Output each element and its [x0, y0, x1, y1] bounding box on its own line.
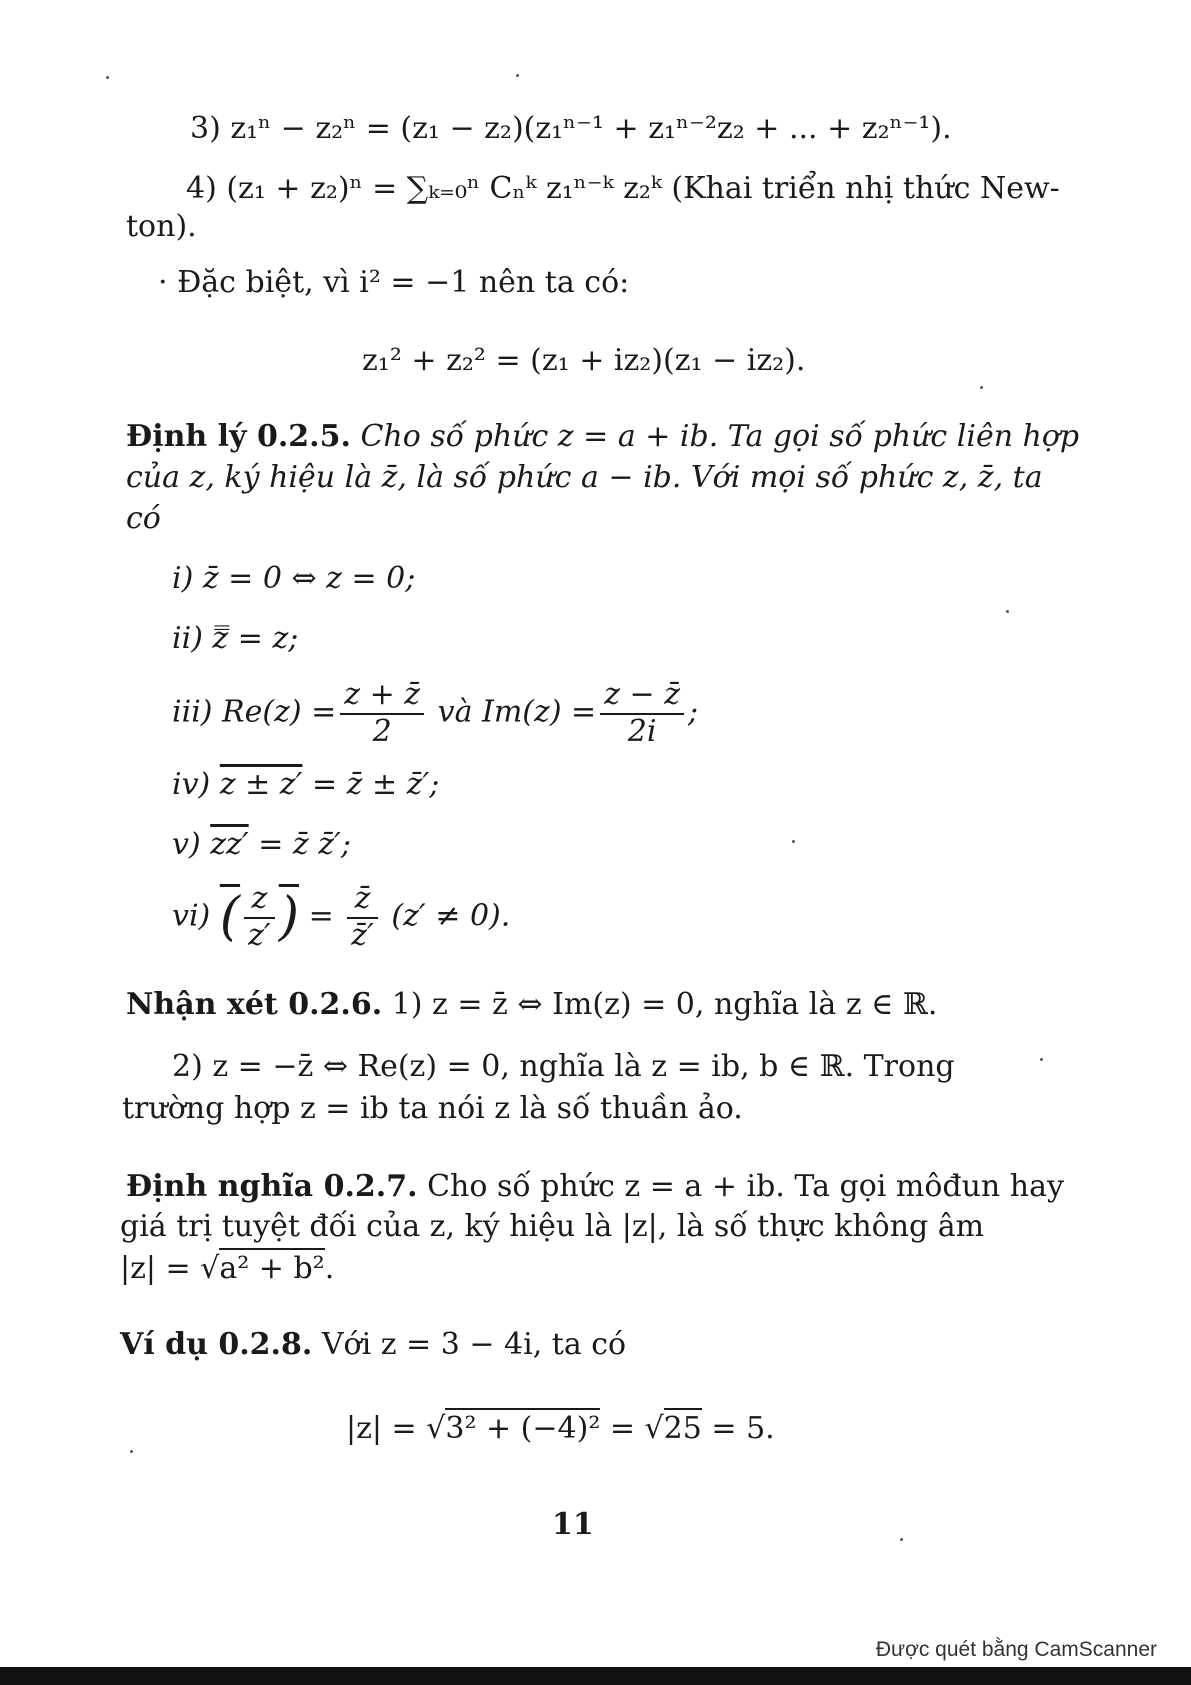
example-text-1: Với z = 3 − 4i, ta có — [312, 1327, 627, 1362]
property-iv-prefix: iv) — [172, 767, 211, 802]
remark-line-2: 2) z = −z̄ ⇔ Re(z) = 0, nghĩa là z = ib, b ∈ ℝ. Trong — [172, 1049, 955, 1084]
re-fraction — [340, 678, 424, 749]
property-iv-conjugated: z ± z′ — [219, 767, 303, 802]
remark-text-1: 1) z = z̄ ⇔ Im(z) = 0, nghĩa là z ∈ ℝ. — [382, 987, 938, 1022]
example-label: Ví dụ 0.2.8. — [120, 1327, 313, 1362]
identity-item-3: 3) z₁ⁿ − z₂ⁿ = (z₁ − z₂)(z₁ⁿ⁻¹ + z₁ⁿ⁻²z₂ + ... + z₂ⁿ⁻¹). — [190, 111, 952, 146]
left-paren: ( — [219, 886, 241, 947]
example-formula — [346, 1412, 775, 1447]
quotient-numerator: z — [244, 882, 275, 919]
property-v-conjugated: zz′ — [210, 827, 249, 862]
quotient-denominator: z′ — [248, 917, 271, 953]
special-case-formula: z₁² + z₂² = (z₁ + iz₂)(z₁ − iz₂). — [362, 343, 806, 378]
property-v — [172, 828, 351, 863]
theorem-label: Định lý 0.2.5. — [126, 419, 351, 454]
definition-text-1: Cho số phức z = a + ib. Ta gọi môđun hay — [417, 1169, 1064, 1204]
definition-line-1 — [126, 1170, 1064, 1205]
re-numerator: z + z̄ — [340, 678, 424, 715]
conjugate-numerator: z̄ — [347, 882, 378, 919]
property-vi-condition: (z′ ≠ 0). — [391, 898, 511, 934]
im-denominator: 2i — [627, 713, 657, 749]
conjugate-quotient-fraction — [347, 882, 378, 953]
example-formula-end: = 5. — [701, 1411, 775, 1446]
scan-speck — [1040, 1058, 1043, 1061]
theorem-line-2: của z, ký hiệu là z̄, là số phức a − ib. Với mọi số phức z, z̄, ta — [126, 460, 1043, 495]
property-vi-prefix: vi) — [172, 898, 211, 934]
remark-line-3: trường hợp z = ib ta nói z là số thuần ảo. — [122, 1091, 743, 1126]
property-iii-prefix: iii) Re(z) = — [172, 694, 337, 730]
scan-speck — [900, 1538, 903, 1541]
scan-speck — [130, 1450, 133, 1453]
definition-line-2: giá trị tuyệt đối của z, ký hiệu là |z|, là số thực không âm — [120, 1209, 985, 1244]
example-formula-prefix: |z| = √ — [346, 1411, 446, 1446]
scan-speck — [106, 76, 109, 79]
example-radicand-2: 25 — [664, 1408, 702, 1446]
theorem-line-1 — [126, 420, 1079, 455]
modulus-prefix: |z| = √ — [120, 1251, 220, 1286]
property-vi-equals: = — [308, 898, 334, 934]
remark-line-1 — [126, 988, 937, 1023]
right-paren: ) — [278, 886, 300, 947]
special-case-intro: · Đặc biệt, vì i² = −1 nên ta có: — [158, 265, 630, 300]
camscanner-watermark: Được quét bằng CamScanner — [875, 1638, 1157, 1661]
example-formula-mid: = √ — [600, 1411, 664, 1446]
property-vi-conjugated-quotient — [219, 881, 300, 953]
identity-item-4-line2: ton). — [126, 209, 197, 244]
definition-label: Định nghĩa 0.2.7. — [126, 1169, 418, 1204]
im-numerator: z − z̄ — [600, 678, 684, 715]
remark-label: Nhận xét 0.2.6. — [126, 987, 383, 1022]
quotient-fraction — [244, 882, 275, 953]
example-line-1 — [120, 1328, 626, 1363]
modulus-radicand: a² + b² — [219, 1248, 324, 1286]
theorem-line-3: có — [126, 501, 161, 536]
page-number: 11 — [552, 1507, 594, 1542]
property-vi — [172, 882, 510, 953]
im-fraction — [600, 678, 684, 749]
conjugate-denominator: z̄′ — [351, 917, 374, 953]
property-iii — [172, 678, 698, 749]
property-iv-rest: = z̄ ± z̄′; — [311, 767, 440, 802]
example-radicand-1: 3² + (−4)² — [445, 1408, 600, 1446]
scan-bottom-edge — [0, 1667, 1191, 1685]
property-i: i) z̄ = 0 ⇔ z = 0; — [172, 561, 416, 596]
property-v-prefix: v) — [172, 827, 201, 862]
property-v-rest: = z̄ z̄′; — [258, 827, 351, 862]
theorem-text-1: Cho số phức z = a + ib. Ta gọi số phức liên hợp — [350, 419, 1080, 454]
scan-speck — [516, 74, 519, 77]
scan-speck — [792, 840, 795, 843]
property-ii: ii) z̿ = z; — [172, 621, 299, 656]
scan-speck — [1006, 610, 1009, 613]
definition-line-3 — [120, 1252, 334, 1287]
identity-item-4-line1: 4) (z₁ + z₂)ⁿ = ∑ₖ₌₀ⁿ Cₙᵏ z₁ⁿ⁻ᵏ z₂ᵏ (Khai triển nhị thức New- — [186, 171, 1060, 206]
property-iv — [172, 768, 439, 803]
property-iii-mid: và Im(z) = — [437, 694, 597, 730]
modulus-end: . — [324, 1251, 335, 1286]
re-denominator: 2 — [372, 713, 392, 749]
scan-speck — [980, 386, 983, 389]
property-iii-end: ; — [688, 694, 699, 730]
